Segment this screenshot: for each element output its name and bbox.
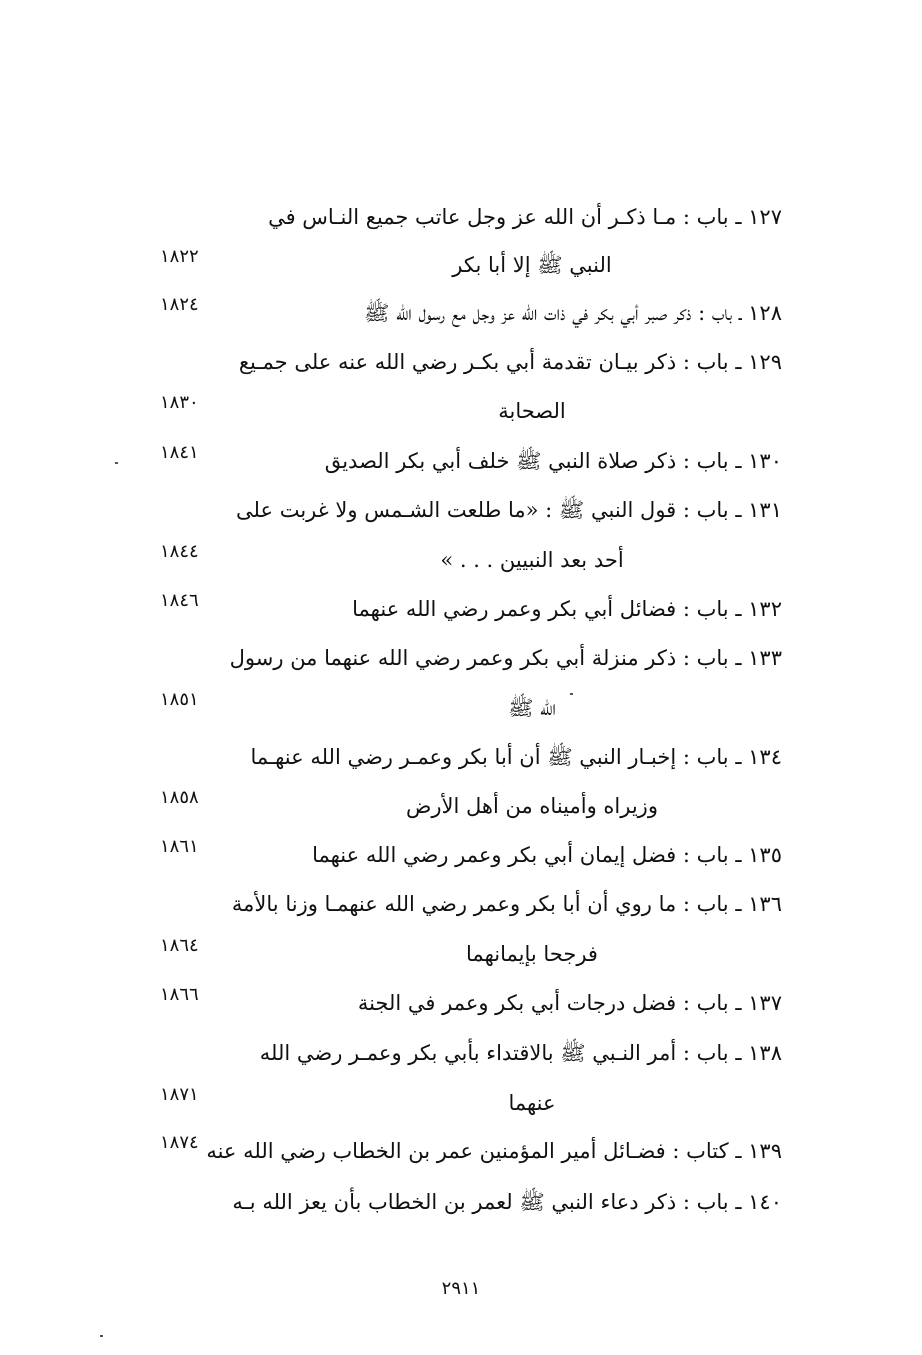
toc-entry-title: ١٣٥ ـ باب : فضل إيمان أبي بكر وعمر رضي الله عنهما bbox=[312, 843, 782, 867]
toc-entry-line bbox=[0, 441, 922, 481]
toc-entry-line bbox=[0, 688, 922, 728]
toc-entry-continuation: وزيراه وأميناه من أهل الأرض bbox=[406, 794, 658, 818]
toc-page-number: ١٨٥١ bbox=[160, 689, 199, 710]
toc-entry-line bbox=[0, 737, 922, 777]
toc-page-number: ١٨٧١ bbox=[160, 1084, 199, 1105]
toc-entry-line bbox=[0, 197, 922, 237]
toc-entry-line bbox=[0, 245, 922, 285]
toc-page-number: ١٨٦٦ bbox=[160, 984, 199, 1005]
toc-entry-title: ١٣٣ ـ باب : ذكر منزلة أبي بكر وعمر رضي الله عنهما من رسول bbox=[229, 646, 782, 670]
toc-entry-line bbox=[0, 1131, 922, 1171]
toc-entry-title: ١٣٤ ـ باب : إخبـار النبي ﷺ أن أبا بكر وعمـر رضي الله عنهـما bbox=[250, 745, 782, 769]
scan-speck bbox=[100, 1335, 103, 1337]
toc-entry-title: ١٣٠ ـ باب : ذكر صلاة النبي ﷺ خلف أبي بكر الصديق bbox=[324, 449, 782, 473]
toc-entry-line bbox=[0, 786, 922, 826]
toc-entry-title: ١٣٢ ـ باب : فضائل أبي بكر وعمر رضي الله عنهما bbox=[352, 597, 782, 621]
toc-entry-line bbox=[0, 1083, 922, 1123]
toc-entry-line bbox=[0, 934, 922, 974]
toc-entry-continuation: النبي ﷺ إلا أبا بكر bbox=[452, 253, 612, 277]
toc-entry-line bbox=[0, 490, 922, 530]
toc-page-number: ١٨٤٦ bbox=[160, 590, 199, 611]
toc-page-number: ١٨٥٨ bbox=[160, 787, 199, 808]
scan-speck bbox=[570, 693, 573, 695]
toc-page-number: ١٨٤٤ bbox=[160, 541, 199, 562]
toc-entry-title: ١٢٧ ـ باب : مـا ذكـر أن الله عز وجل عاتب جميع النـاس في bbox=[268, 205, 782, 229]
toc-entry-title: ١٢٩ ـ باب : ذكر بيـان تقدمة أبي بكـر رضي الله عنه على جمـيع bbox=[238, 350, 782, 374]
toc-entry-title: ١٣٨ ـ باب : أمر النـبي ﷺ بالاقتداء بأبي بكر وعمـر رضي الله bbox=[259, 1041, 782, 1065]
toc-entry-title: ١٢٨ ـ باب : ذكر صبر أبي بكر في ذات الله عز وجل مع رسول الله ﷺ bbox=[364, 301, 782, 325]
toc-entry-line bbox=[0, 983, 922, 1023]
page-folio-number: ٢٩١١ bbox=[441, 1278, 481, 1299]
scan-speck bbox=[115, 462, 118, 464]
toc-entry-continuation: أحد بعد النبيين . . . » bbox=[440, 548, 624, 572]
toc-page-number: ١٨٦٤ bbox=[160, 935, 199, 956]
toc-page-number: ١٨٣٠ bbox=[160, 392, 199, 413]
toc-page-number: ١٨٤١ bbox=[160, 442, 199, 463]
toc-page-number: ١٨٢٤ bbox=[160, 294, 199, 315]
toc-entry-title: ١٣٩ ـ كتاب : فضـائل أمير المؤمنين عمر بن الخطاب رضي الله عنه bbox=[206, 1139, 782, 1163]
toc-entry-title: ١٣١ ـ باب : قول النبي ﷺ : «ما طلعت الشـمس ولا غربت على bbox=[236, 498, 782, 522]
toc-page-number: ١٨٢٢ bbox=[160, 246, 199, 267]
toc-entry-title: ١٣٦ ـ باب : ما روي أن أبا بكر وعمر رضي الله عنهمـا وزنا بالأمة bbox=[231, 892, 782, 916]
toc-entry-line bbox=[0, 342, 922, 382]
toc-entry-line bbox=[0, 589, 922, 629]
toc-entry-line bbox=[0, 540, 922, 580]
toc-entry-continuation: الله ﷺ bbox=[508, 696, 556, 720]
toc-entry-title: ١٣٧ ـ باب : فضل درجات أبي بكر وعمر في الجنة bbox=[357, 991, 782, 1015]
toc-page-number: ١٨٦١ bbox=[160, 836, 199, 857]
toc-entry-line bbox=[0, 293, 922, 333]
toc-entry-continuation: عنهما bbox=[508, 1091, 556, 1115]
toc-entry-continuation: الصحابة bbox=[498, 399, 566, 423]
toc-entry-line bbox=[0, 638, 922, 678]
toc-entry-title: ١٤٠ ـ باب : ذكر دعاء النبي ﷺ لعمر بن الخطاب بأن يعز الله بـه bbox=[232, 1190, 782, 1214]
toc-page-number: ١٨٧٤ bbox=[160, 1132, 199, 1153]
toc-entry-line bbox=[0, 391, 922, 431]
toc-entry-line bbox=[0, 1182, 922, 1222]
toc-entry-line bbox=[0, 1033, 922, 1073]
toc-entry-continuation: فرجحا بإيمانهما bbox=[466, 942, 598, 966]
toc-entry-line bbox=[0, 835, 922, 875]
toc-entry-line bbox=[0, 884, 922, 924]
